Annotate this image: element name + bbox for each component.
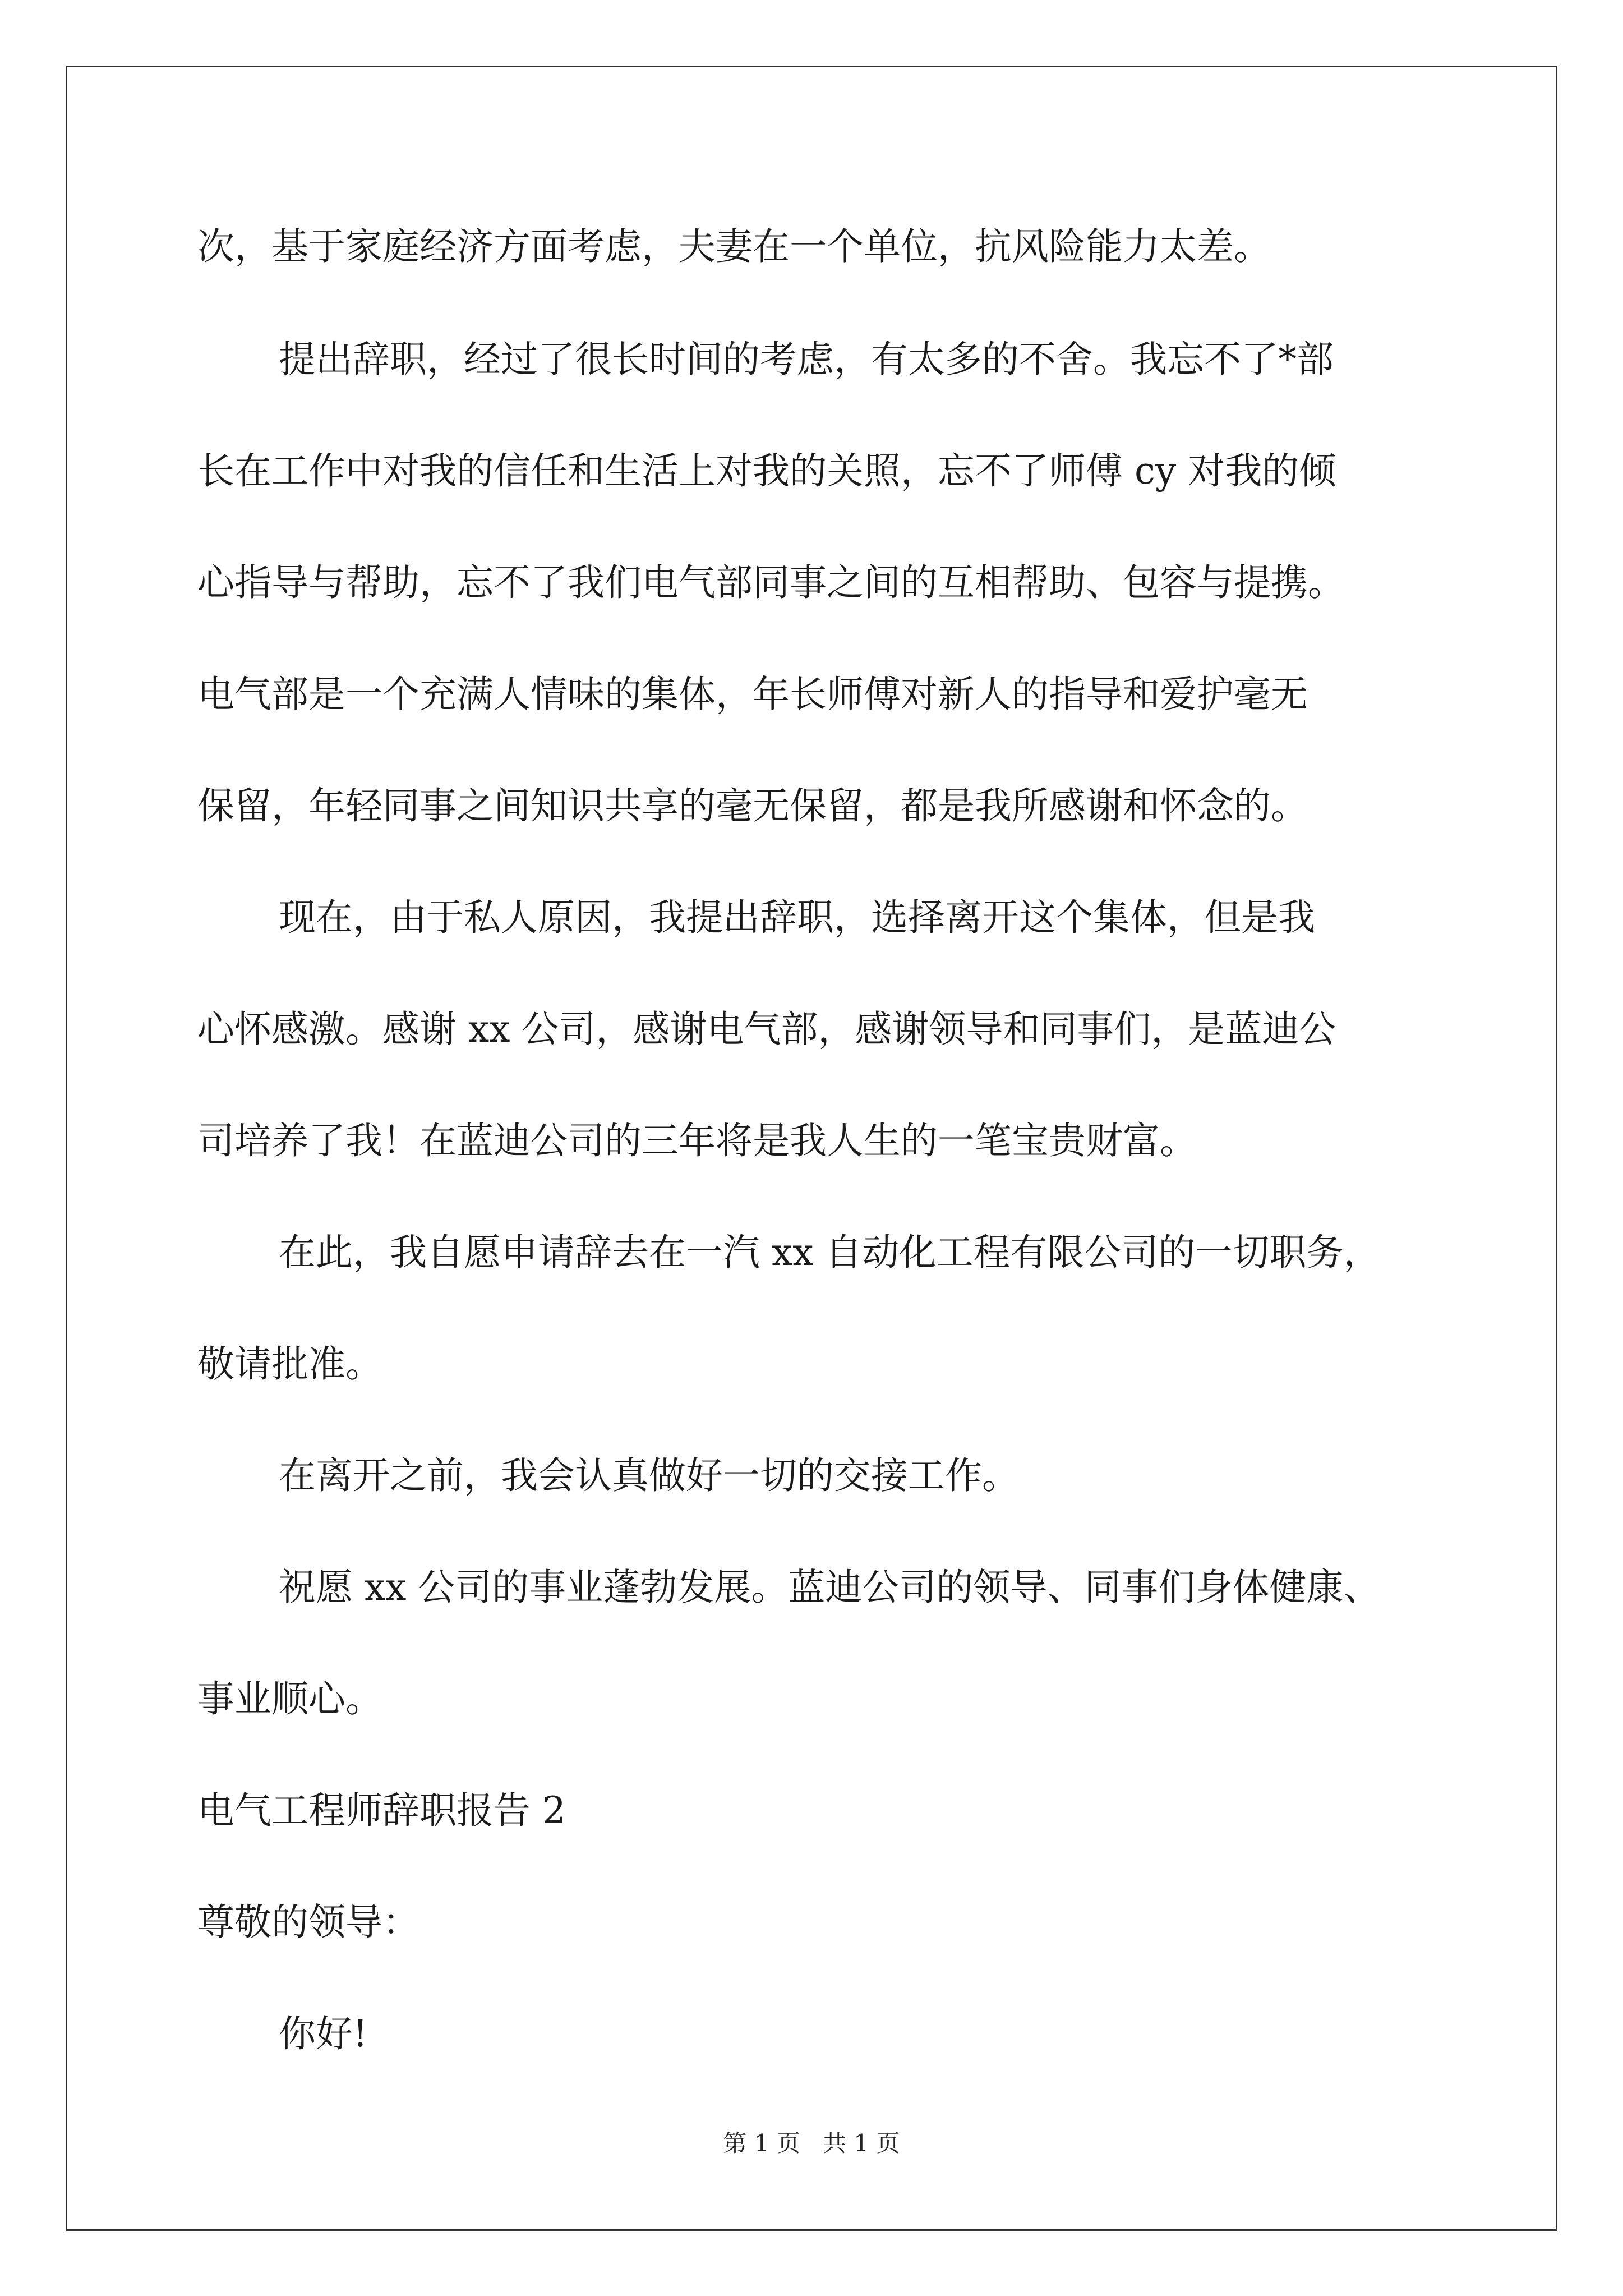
page-footer: 第 1 页 共 1 页 [723, 2129, 900, 2157]
text-line: 事业顺心。 [197, 1677, 382, 1720]
text-line: 司培养了我！在蓝迪公司的三年将是我人生的一笔宝贵财富。 [197, 1119, 1197, 1162]
text-line: 次，基于家庭经济方面考虑，夫妻在一个单位，抗风险能力太差。 [197, 225, 1271, 268]
text-line: 保留，年轻同事之间知识共享的毫无保留，都是我所感谢和怀念的。 [197, 784, 1308, 827]
salutation: 尊敬的领导： [197, 1901, 419, 1944]
text-line: 长在工作中对我的信任和生活上对我的关照，忘不了师傅 cy 对我的倾 [197, 449, 1336, 493]
text-line: 电气部是一个充满人情味的集体，年长师傅对新人的指导和爱护毫无 [197, 673, 1308, 716]
text-line: 敬请批准。 [197, 1342, 382, 1386]
text-line: 在此，我自愿申请辞去在一汽 xx 自动化工程有限公司的一切职务， [279, 1231, 1381, 1274]
text-line: 在离开之前，我会认真做好一切的交接工作。 [279, 1454, 1019, 1497]
greeting: 你好! [279, 2012, 368, 2055]
text-line: 祝愿 xx 公司的事业蓬勃发展。蓝迪公司的领导、同事们身体健康、 [279, 1566, 1381, 1609]
text-line: 现在，由于私人原因，我提出辞职，选择离开这个集体，但是我 [279, 896, 1315, 939]
text-line: 心指导与帮助，忘不了我们电气部同事之间的互相帮助、包容与提携。 [197, 561, 1345, 604]
section-heading: 电气工程师辞职报告 2 [197, 1789, 566, 1832]
text-line: 心怀感激。感谢 xx 公司，感谢电气部，感谢领导和同事们，是蓝迪公 [197, 1007, 1336, 1051]
text-line: 提出辞职，经过了很长时间的考虑，有太多的不舍。我忘不了*部 [279, 338, 1334, 381]
